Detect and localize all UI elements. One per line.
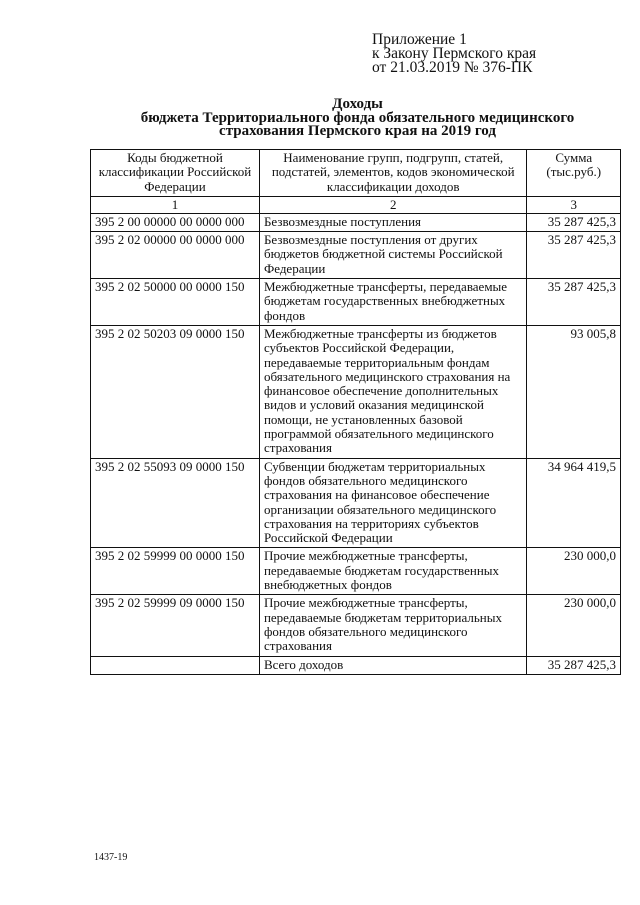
table-row — [91, 232, 621, 279]
appendix-reference — [372, 33, 536, 75]
row-code: 395 2 02 50203 09 0000 150 — [91, 325, 260, 458]
column-number: 3 — [527, 196, 621, 213]
table-row — [91, 595, 621, 656]
row-name: Межбюджетные трансферты из бюджетов субъектов Российской Федерации, передаваемые территориальным фондам обязательного медицинского страхования на финансовое обеспечение дополнительных видов и условий оказания медицинской помощи, не установленных базовой программой обязательного медицинского страхования — [259, 325, 527, 458]
revenue-table — [90, 149, 621, 675]
row-amount: 230 000,0 — [527, 548, 621, 595]
column-number: 1 — [91, 196, 260, 213]
row-name: Безвозмездные поступления — [259, 213, 527, 231]
table-row — [91, 279, 621, 326]
row-amount: 35 287 425,3 — [527, 213, 621, 231]
table-header-row — [91, 150, 621, 197]
total-row — [91, 656, 621, 674]
header-amount: Сумма (тыс.руб.) — [527, 150, 621, 197]
document-heading — [90, 98, 625, 139]
table-row — [91, 325, 621, 458]
total-code — [91, 656, 260, 674]
row-amount: 35 287 425,3 — [527, 279, 621, 326]
heading-title: Доходы — [332, 96, 383, 112]
table-row — [91, 213, 621, 231]
row-amount: 230 000,0 — [527, 595, 621, 656]
row-code: 395 2 02 59999 09 0000 150 — [91, 595, 260, 656]
document-registration-code: 1437-19 — [94, 852, 128, 863]
appendix-law-date-number: от 21.03.2019 № 376-ПК — [372, 59, 533, 76]
row-name: Безвозмездные поступления от других бюджетов бюджетной системы Российской Федерации — [259, 232, 527, 279]
row-name: Межбюджетные трансферты, передаваемые бюджетам государственных внебюджетных фондов — [259, 279, 527, 326]
row-code: 395 2 02 00000 00 0000 000 — [91, 232, 260, 279]
row-amount: 93 005,8 — [527, 325, 621, 458]
row-amount: 34 964 419,5 — [527, 458, 621, 548]
row-code: 395 2 02 59999 00 0000 150 — [91, 548, 260, 595]
heading-subtitle-line1: бюджета Территориального фонда обязательного медицинского — [140, 109, 575, 126]
table-row — [91, 458, 621, 548]
appendix-law-reference: к Закону Пермского края — [372, 45, 537, 62]
column-number-row — [91, 196, 621, 213]
row-code: 395 2 00 00000 00 0000 000 — [91, 213, 260, 231]
header-codes: Коды бюджетной классификации Российской Федерации — [91, 150, 260, 197]
appendix-title: Приложение 1 — [372, 31, 467, 48]
row-name: Прочие межбюджетные трансферты, передаваемые бюджетам государственных внебюджетных фондов — [259, 548, 527, 595]
table-row — [91, 548, 621, 595]
row-code: 395 2 02 55093 09 0000 150 — [91, 458, 260, 548]
heading-subtitle-line2: страхования Пермского края на 2019 год — [219, 123, 496, 139]
column-number: 2 — [259, 196, 527, 213]
row-amount: 35 287 425,3 — [527, 232, 621, 279]
total-amount: 35 287 425,3 — [527, 656, 621, 674]
header-name: Наименование групп, подгрупп, статей, подстатей, элементов, кодов экономической классификации доходов — [259, 150, 527, 197]
row-name: Субвенции бюджетам территориальных фондов обязательного медицинского страхования на финансовое обеспечение организации обязательного медицинского страхования на территориях субъектов Российской Федерации — [259, 458, 527, 548]
row-code: 395 2 02 50000 00 0000 150 — [91, 279, 260, 326]
total-label: Всего доходов — [259, 656, 527, 674]
row-name: Прочие межбюджетные трансферты, передаваемые бюджетам территориальных фондов обязательного медицинского страхования — [259, 595, 527, 656]
